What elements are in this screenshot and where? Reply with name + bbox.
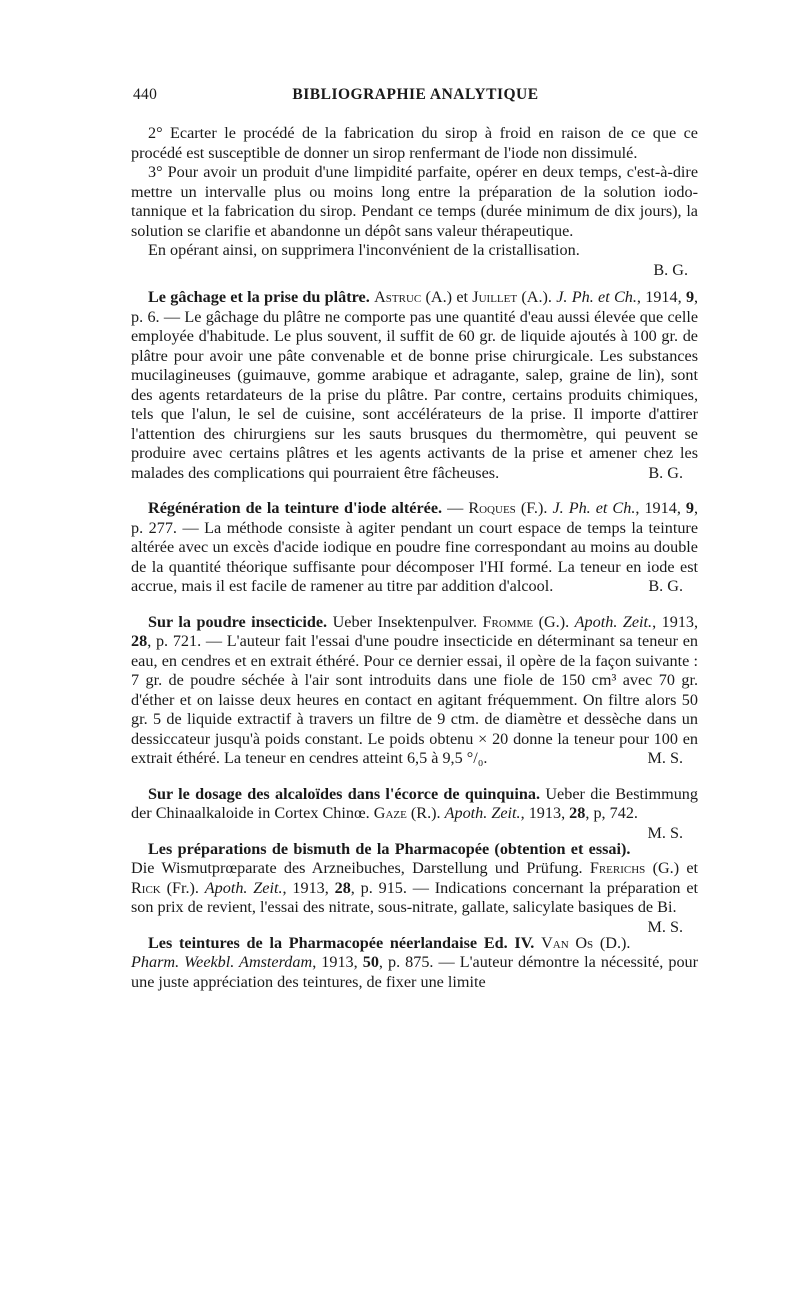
entry-author-initial: (D.). [599,933,631,952]
entry-title: Sur le dosage des alcaloïdes dans l'écorce de quinquina. [148,784,541,803]
entry-title: Le gâchage et la prise du plâtre. [148,288,370,306]
entry-volume: 9 [685,288,695,306]
entry-page: , p. 277. [131,499,699,537]
entry-abstract: — La méthode consiste à agiter pendant un court espace de temps la teinture altérée avec un excès d'acide iodique en poudre fine correspondant au moins au double de la quantité théorique suffisante pour décomposer l'HI formé. La teneur en iode est accrue, mais il est facile de ramener au titre par addition d'alcool. [131,518,699,595]
entry-abstract: — Le gâchage du plâtre ne comporte pas une quantité d'eau aussi élevée que celle employée d'habitude. Le plus souvent, il suffit de 60 gr. de liquide ajoutés à 100 gr. de plâtre pour avoir une pâte convenable et de bonne prise chirurgicale. Les substances mucilagineuses (guimauve, gomme arabique et adragante, salep, graine de lin), sont des agents retardateurs de la prise du plâtre. Par contre, certains produits chimiques, tels que l'alun, le sel de cuisine, sont accélérateurs de la prise. Il importe d'attirer l'attention des chirurgiens sur les sauts brusques du thermomètre, qui peuvent se produire avec certains plâtres et les agents activants de la prise et amener chez les malades des complications qui pourraient être fâcheuses. [131,307,699,482]
entry-platre [131,288,698,483]
entry-volume: 9 [685,499,694,517]
entry-year: , 1913, [312,953,358,971]
entry-signature: B. G. [648,463,683,482]
entry-volume: 28 [569,804,586,822]
entry-author-initial: (F.). [520,499,548,517]
entry-quinquina [131,784,698,842]
entry-author-initial: (R.). [410,804,441,822]
entry-year: , 1914, [636,288,682,306]
entry-volume: 28 [131,632,148,650]
entry-journal: Apoth. Zeit. [204,878,283,897]
entry-title: Les préparations de bismuth de la Pharmacopée (obtention et essai). [148,839,631,858]
entry-signature: M. S. [647,749,683,767]
entry-page: , p. 875. [378,953,434,971]
entry-poudre [131,613,698,769]
entry-iode [131,499,698,597]
intro-signature: B. G. [653,260,688,279]
entry-year: , 1913, [652,612,699,631]
entry-author: Astruc [374,288,422,306]
entry-page: , p. 915. [350,878,407,897]
entry-author: Juillet [472,288,518,306]
entry-bismuth [131,839,699,936]
entry-page: , p. 6. [131,288,699,326]
entry-author: Gaze [373,804,407,822]
entry-author: Rick [131,878,161,897]
entry-author: Fromme [482,612,534,631]
entry-abstract: — L'auteur démontre la nécessité, pour une juste appréciation des teintures, de fixer une limite [131,953,699,991]
entry-title: Sur la poudre insecticide. [148,612,328,631]
page-number: 440 [133,86,158,103]
entry-journal: J. Ph. et Ch. [556,288,637,306]
entry-signature: B. G. [648,577,683,595]
intro-paragraph-1: 2° Ecarter le procédé de la fabrication du sirop à froid en raison de ce que ce procédé est susceptible de donner un sirop renfermant de l'iode non dissimulé. [131,124,698,162]
page-header [133,86,698,110]
entry-abstract: — Indications concernant la préparation et son prix de revient, l'essai des nitrate, sous-nitrate, gallate, salicylate basiques de Bi. [131,878,698,916]
entry-conjunction: et [686,859,699,877]
running-head: BIBLIOGRAPHIE ANALYTIQUE [292,86,539,103]
entry-year: , 1913, [520,804,566,822]
entry-author: Frerichs [589,859,646,877]
entry-author: Van Os [541,933,594,952]
page-body [131,124,698,992]
entry-signature: M. S. [647,917,683,936]
intro-paragraph-2: 3° Pour avoir un produit d'une limpidité parfaite, opérer en deux temps, c'est-à-dire mettre un intervalle plus ou moins long entre la préparation de la solution iodo-tannique et la fabrication du sirop. Pendant ce temps (durée minimum de dix jours), la solution se clarifie et abandonne un dépôt sans valeur thérapeutique. [131,163,698,240]
entry-original-title: Ueber die Bestimmung der Chinaalkaloide in Cortex Chinœ. [131,784,698,822]
entry-author-initial: (G.) [652,859,680,877]
entry-author-initial: (Fr.). [166,878,199,897]
entry-volume: 28 [334,878,351,897]
entry-teintures [131,934,698,993]
entry-title: Les teintures de la Pharmacopée néerlandaise Ed. IV. [148,933,535,952]
entry-volume: 50 [362,953,379,971]
intro-paragraph-3: En opérant ainsi, on supprimera l'inconvénient de la cristallisation. [148,241,580,259]
entry-author-initial: (G.). [538,612,570,631]
entry-year: , 1913, [282,878,329,897]
entry-conjunction: et [456,288,469,306]
entry-journal: Pharm. Weekbl. Amsterdam [131,953,313,971]
entry-signature: M. S. [647,823,683,842]
entry-original-title: Die Wismutprœparate des Arzneibuches, Darstellung und Prüfung. [131,859,583,877]
entry-author: — Roques [447,499,516,517]
entry-journal: Apoth. Zeit. [444,804,521,822]
entry-journal: J. Ph. et Ch. [552,499,636,517]
entry-author-initial: (A.). [521,288,552,306]
entry-author-initial: (A.) [425,288,453,306]
entry-original-title: Ueber Insektenpulver. [332,612,477,631]
entry-title: Régénération de la teinture d'iode altérée. [148,499,443,517]
entry-year: , 1914, [635,499,681,517]
entry-page: , p, 742. [585,804,638,822]
entry-page: , p. 721. [147,632,202,650]
entry-journal: Apoth. Zeit. [574,612,653,631]
entry-abstract: — L'auteur fait l'essai d'une poudre insecticide en déterminant sa teneur en eau, en cendres et en extrait éthéré. Pour ce dernier essai, il opère de la façon suivante : 7 gr. de poudre séchée à l'air sont introduits dans une fiole de 150 cm³ avec 70 gr. d'éther et on laisse deux heures en contact en agitant fréquemment. On filtre alors 50 gr. 5 de liquide extractif à travers un filtre de 9 ctm. de diamètre et dessèche dans un dessiccateur jusqu'à poids constant. Le poids obtenu × 20 donne la teneur pour 100 en extrait éthéré. La teneur en cendres atteint 6,5 à 9,5 °/₀. [131,632,698,767]
